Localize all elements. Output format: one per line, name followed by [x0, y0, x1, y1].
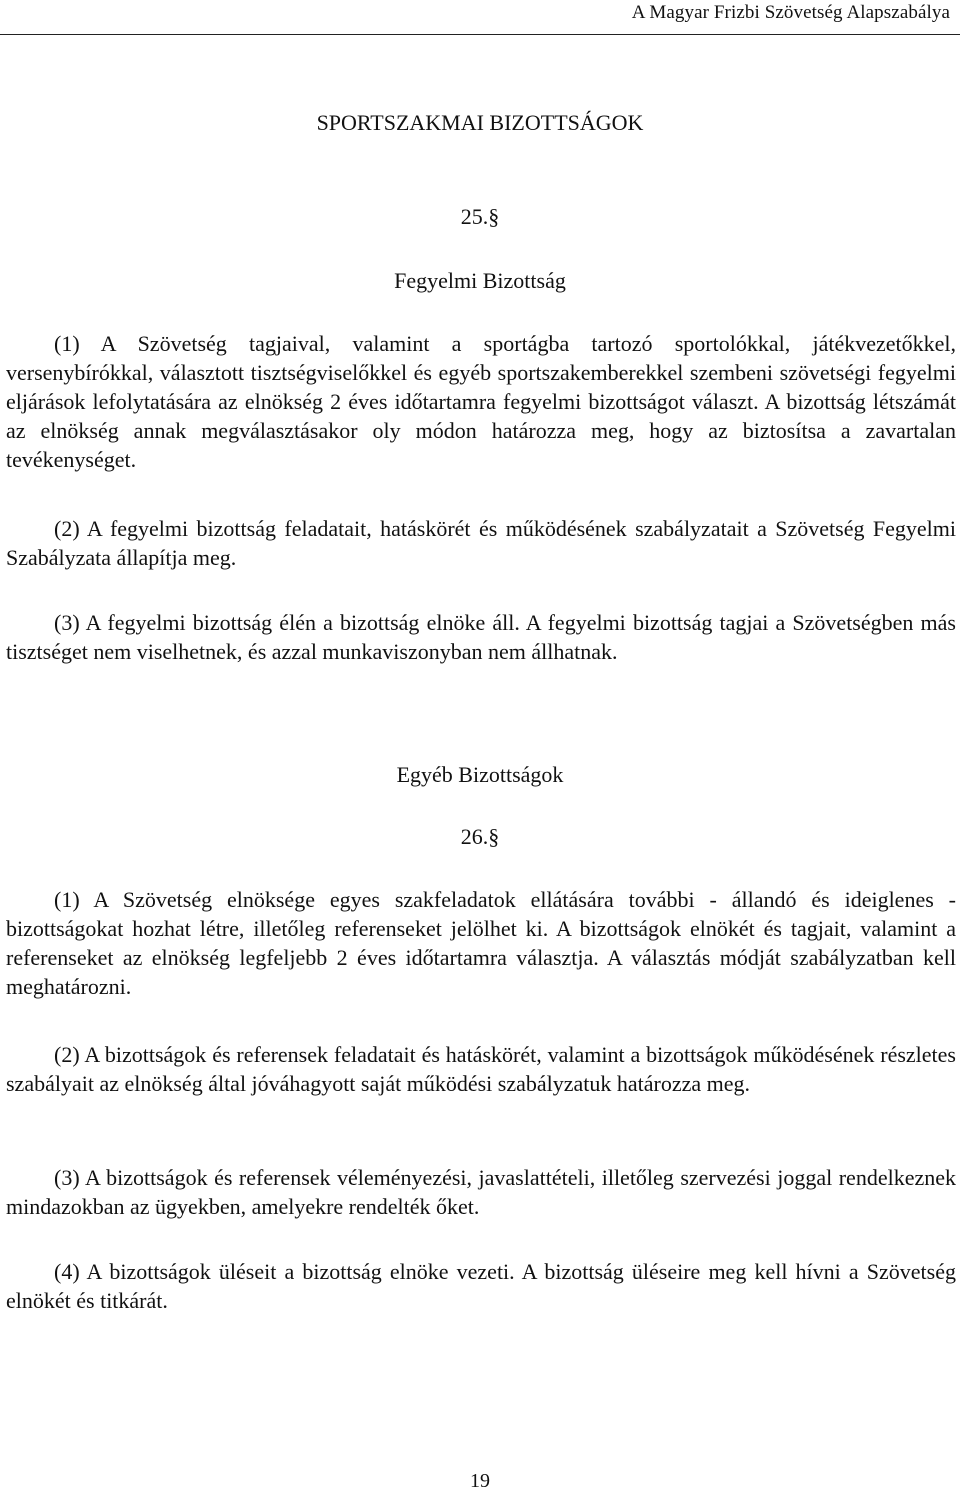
chapter-title: SPORTSZAKMAI BIZOTTSÁGOK	[316, 110, 644, 135]
paragraph-text: (2) A bizottságok és referensek feladatait és hatáskörét, valamint a bizottságok működésének részletes szabályait az elnökség által jóváhagyott saját működési szabályzatuk határozza meg.	[6, 1042, 956, 1096]
section-title: Egyéb Bizottságok	[396, 762, 564, 787]
paragraph-text: (3) A bizottságok és referensek véleményezési, javaslattételi, illetőleg szervezési joggal rendelkeznek mindazokban az ügyekben, amelyekre rendelték őket.	[6, 1165, 956, 1219]
paragraph-text: (1) A Szövetség tagjaival, valamint a sportágba tartozó sportolókkal, játékvezetőkkel, versenybírókkal, választott tisztségviselőkkel és egyéb sportszakemberekkel szembeni szövetségi fegyelmi eljárások lefolytatására az elnökség 2 éves időtartamra fegyelmi bizottságot választ. A bizottság létszámát az elnökség annak megválasztásakor oly módon határozza meg, hogy az biztosítsa a zavartalan tevékenységet.	[6, 331, 956, 472]
paragraph	[6, 608, 956, 666]
paragraph	[6, 1040, 956, 1098]
paragraph-text: (3) A fegyelmi bizottság élén a bizottság elnöke áll. A fegyelmi bizottság tagjai a Szövetségben más tisztséget nem viselhetnek, és azzal munkaviszonyban nem állhatnak.	[6, 610, 956, 664]
paragraph	[6, 329, 956, 474]
paragraph	[6, 1163, 956, 1221]
section-title: Fegyelmi Bizottság	[394, 268, 566, 293]
header-divider	[0, 34, 960, 35]
paragraph	[6, 1257, 956, 1315]
paragraph	[6, 885, 956, 1001]
paragraph	[6, 514, 956, 572]
page-number: 19	[470, 1470, 490, 1492]
running-header: A Magyar Frizbi Szövetség Alapszabálya	[631, 2, 950, 23]
paragraph-text: (1) A Szövetség elnöksége egyes szakfeladatok ellátására további - állandó és ideiglenes - bizottságokat hozhat létre, illetőleg referenseket jelölhet ki. A bizottságok elnökét és tagjait, valamint a referenseket az elnökség legfeljebb 2 éves időtartamra választja. A választás módját szabályzatban kell meghatározni.	[6, 887, 956, 999]
paragraph-text: (2) A fegyelmi bizottság feladatait, hatáskörét és működésének szabályzatait a Szövetség Fegyelmi Szabályzata állapítja meg.	[6, 516, 956, 570]
paragraph-text: (4) A bizottságok üléseit a bizottság elnöke vezeti. A bizottság üléseire meg kell hívni a Szövetség elnökét és titkárát.	[6, 1259, 956, 1313]
section-number: 25.§	[460, 204, 500, 229]
section-number: 26.§	[460, 824, 500, 849]
